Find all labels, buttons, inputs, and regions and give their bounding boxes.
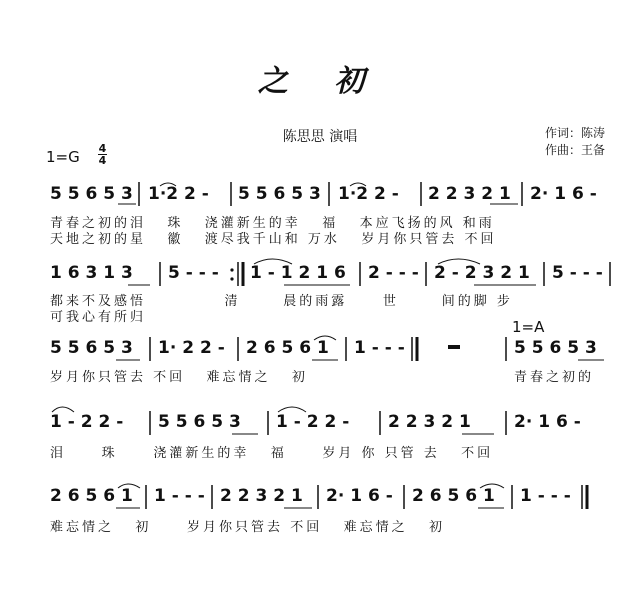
svg-text:2 6 5 6 1: 2 6 5 6 1	[50, 486, 133, 506]
svg-text:5 - - -: 5 - - -	[168, 263, 219, 283]
lyricist-credit: 作词：陈涛	[545, 126, 606, 140]
svg-text:2 - 2 3 2 1: 2 - 2 3 2 1	[434, 263, 530, 283]
row-4	[50, 407, 581, 435]
lyrics-row-4a: 泪 珠 浇灌新生的幸 福 岁月 你 只管 去 不回	[50, 446, 494, 461]
svg-text:2 6 5 6 1: 2 6 5 6 1	[412, 486, 495, 506]
svg-text:1· 2 2 -: 1· 2 2 -	[158, 338, 225, 358]
key-signature: 1=G	[46, 148, 80, 166]
row-3	[50, 336, 604, 361]
svg-text:1 - - -: 1 - - -	[154, 486, 205, 506]
svg-text:5 - - -: 5 - - -	[552, 263, 603, 283]
row-1	[50, 182, 597, 206]
time-top: 4	[98, 142, 107, 155]
svg-text:2 6 5 6 1: 2 6 5 6 1	[246, 338, 329, 358]
row-2	[50, 259, 610, 286]
svg-text:1 - 1 2 1 6: 1 - 1 2 1 6	[250, 263, 346, 283]
lyrics-row-5a: 难忘情之 初 岁月你只管去 不回 难忘情之 初	[50, 520, 445, 535]
svg-text:1 - - -: 1 - - -	[520, 486, 571, 506]
lyrics-row-1a: 青春之初的泪 珠 浇灌新生的幸 福 本应飞扬的风 和雨	[50, 216, 495, 231]
lyrics-row-2a: 都来不及感悟 清 晨的雨露 世 间的脚 步	[50, 294, 513, 309]
svg-text:2· 1 6 -: 2· 1 6 -	[514, 412, 581, 432]
svg-text:1 - 2 2 -: 1 - 2 2 -	[50, 412, 124, 432]
svg-text:1 - - -: 1 - - -	[354, 338, 405, 358]
row-5	[50, 484, 587, 509]
svg-text:5 5 6 5 3: 5 5 6 5 3	[238, 184, 321, 204]
song-title: 之 初	[257, 64, 383, 99]
lyrics-row-3a: 岁月你只管去 不回 难忘情之 初	[50, 370, 308, 385]
svg-text:2 2 3 2 1: 2 2 3 2 1	[220, 486, 303, 506]
svg-text:5 5 6 5 3: 5 5 6 5 3	[158, 412, 241, 432]
lyrics-row-1b: 天地之初的星 徽 渡尽我千山和 万水 岁月你只管去 不回	[50, 232, 497, 247]
composer-credit: 作曲：王备	[545, 143, 606, 157]
svg-text:2· 1 6 -: 2· 1 6 -	[326, 486, 393, 506]
notes-row-1-text: 5 5 6 5 3	[50, 184, 133, 204]
svg-text:2 2 3 2 1: 2 2 3 2 1	[428, 184, 511, 204]
singer-credit: 陈思思 演唱	[282, 129, 358, 145]
key-change: 1=A	[512, 318, 545, 336]
svg-text:1·2 2 -: 1·2 2 -	[338, 184, 399, 204]
time-bottom: 4	[98, 154, 107, 167]
svg-text:5 5 6 5 3: 5 5 6 5 3	[50, 338, 133, 358]
svg-text:1·2 2 -: 1·2 2 -	[148, 184, 209, 204]
svg-text:2· 1 6 -: 2· 1 6 -	[530, 184, 597, 204]
svg-text:1 - 2 2 -: 1 - 2 2 -	[276, 412, 350, 432]
svg-text:2 2 3 2 1: 2 2 3 2 1	[388, 412, 471, 432]
lyrics-row-3b: 青春之初的	[514, 370, 595, 385]
svg-text:2 - - -: 2 - - -	[368, 263, 419, 283]
lyrics-row-2b: 可我心有所归	[50, 310, 147, 325]
svg-text:1 6 3 1 3: 1 6 3 1 3	[50, 263, 133, 283]
svg-text:5 5 6 5 3: 5 5 6 5 3	[514, 338, 597, 358]
